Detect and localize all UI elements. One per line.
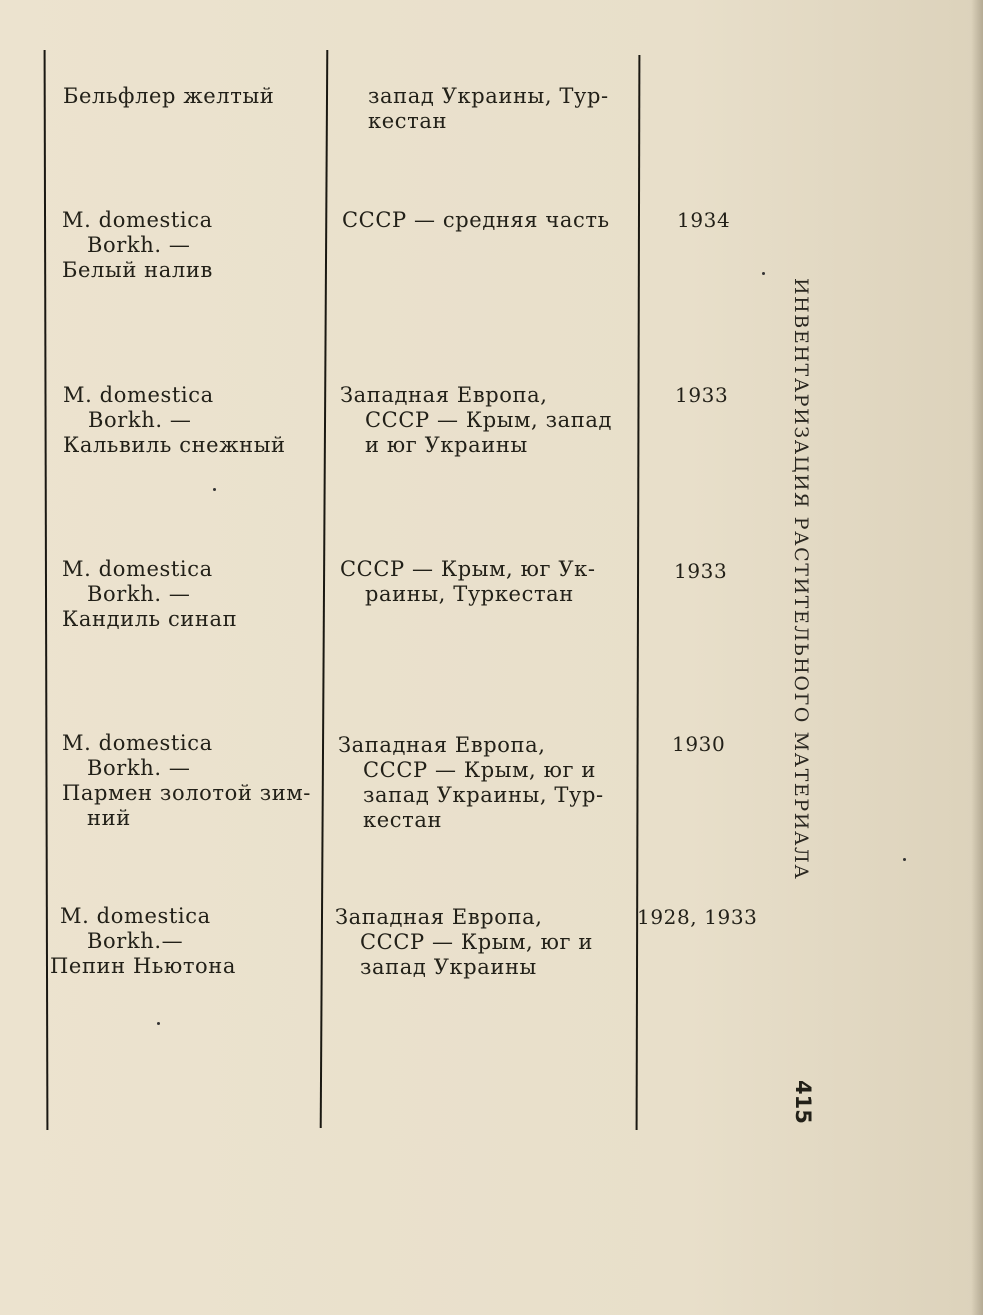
origin-line: кестан [368,109,448,133]
name-line: M. domestica [60,904,211,928]
name-line: Borkh. — [88,408,192,432]
row-5-origin [335,905,593,980]
row-5-year [637,905,758,930]
origin-line: Западная Европа, [335,905,543,929]
name-line: M. domestica [62,731,213,755]
row-1-year [677,208,730,233]
row-3-name [62,557,237,632]
origin-line: Западная Европа, [338,733,546,757]
name-line: Пепин Ньютона [50,954,237,978]
column-rule-right [636,55,641,1130]
year-value: 1928, 1933 [637,905,758,929]
name-line: M. domestica [62,557,213,581]
name-line: Белый налив [62,258,213,282]
year-value: 1933 [675,383,729,407]
page-edge-shadow [971,0,983,1315]
row-4-name [62,731,311,831]
year-value: 1934 [677,208,731,232]
row-2-year [675,383,728,408]
name-line: Borkh. — [87,582,191,606]
row-3-year [674,559,727,584]
name-line: Borkh. — [87,233,191,257]
row-0-name [63,84,274,109]
year-value: 1933 [674,559,728,583]
dust-speck [157,1022,160,1025]
dust-speck [213,488,216,491]
origin-line: раины, Туркестан [365,582,574,606]
name-line: M. domestica [63,383,214,407]
origin-line: запад Украины [360,955,537,979]
origin-line: СССР — средняя часть [342,208,610,232]
name-line: Borkh. — [87,756,191,780]
origin-line: Западная Европа, [340,383,548,407]
origin-line: кестан [363,808,443,832]
origin-line: СССР — Крым, юг и [363,758,596,782]
column-rule-middle [320,50,329,1128]
dust-speck [762,272,765,275]
row-1-name [62,208,213,283]
row-5-name [50,904,236,979]
page-number: 415 [791,1080,815,1124]
origin-line: запад Украины, Тур- [368,84,609,108]
name-line: Бельфлер желтый [63,84,275,108]
origin-line: СССР — Крым, юг Ук- [340,557,596,581]
row-4-origin [338,733,604,833]
name-line: Кальвиль снежный [63,433,286,457]
origin-line: СССР — Крым, запад [365,408,612,432]
name-line: Кандиль синап [62,607,238,631]
name-line: ний [87,806,131,830]
row-0-origin [368,84,609,134]
dust-speck [903,858,906,861]
origin-line: запад Украины, Тур- [363,783,604,807]
running-head: ИНВЕНТАРИЗАЦИЯ РАСТИТЕЛЬНОГО МАТЕРИАЛА [790,278,812,881]
column-rule-left [44,50,49,1130]
name-line: Borkh.— [87,929,184,953]
row-2-origin [340,383,612,458]
origin-line: и юг Украины [365,433,528,457]
name-line: Пармен золотой зим- [62,781,312,805]
row-2-name [63,383,286,458]
row-3-origin [340,557,596,607]
row-4-year [672,732,725,757]
origin-line: СССР — Крым, юг и [360,930,593,954]
year-value: 1930 [672,732,726,756]
row-1-origin [342,208,610,233]
name-line: M. domestica [62,208,213,232]
